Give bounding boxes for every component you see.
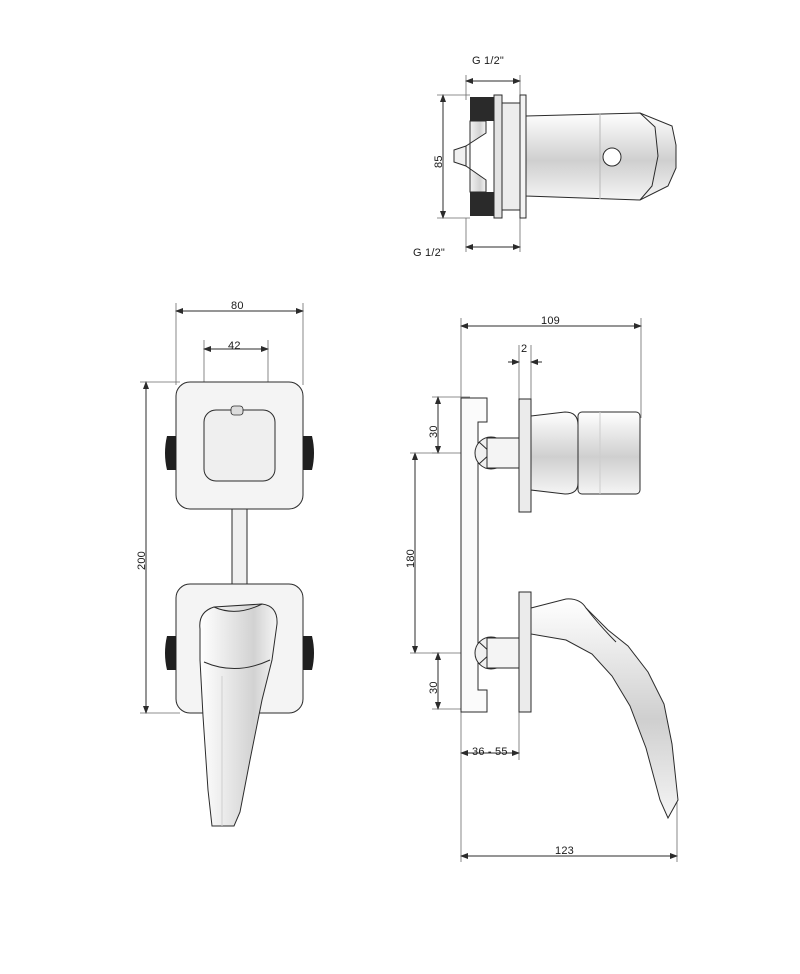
label-top-thread-upper: G 1/2" xyxy=(472,55,505,67)
label-side-spacing-180: 180 xyxy=(405,549,417,568)
label-top-thread-lower: G 1/2" xyxy=(413,247,446,259)
label-side-projection-123: 123 xyxy=(555,845,574,857)
label-front-width-42: 42 xyxy=(228,340,241,352)
label-side-offset-lower-30: 30 xyxy=(428,681,440,694)
label-top-height-85: 85 xyxy=(433,155,445,168)
label-front-width-80: 80 xyxy=(231,300,244,312)
label-side-plate-2: 2 xyxy=(521,343,528,355)
label-side-offset-upper-30: 30 xyxy=(428,425,440,438)
label-front-height-200: 200 xyxy=(136,551,148,570)
label-side-recess-range: 36 - 55 xyxy=(472,746,508,758)
label-side-depth-109: 109 xyxy=(541,315,560,327)
